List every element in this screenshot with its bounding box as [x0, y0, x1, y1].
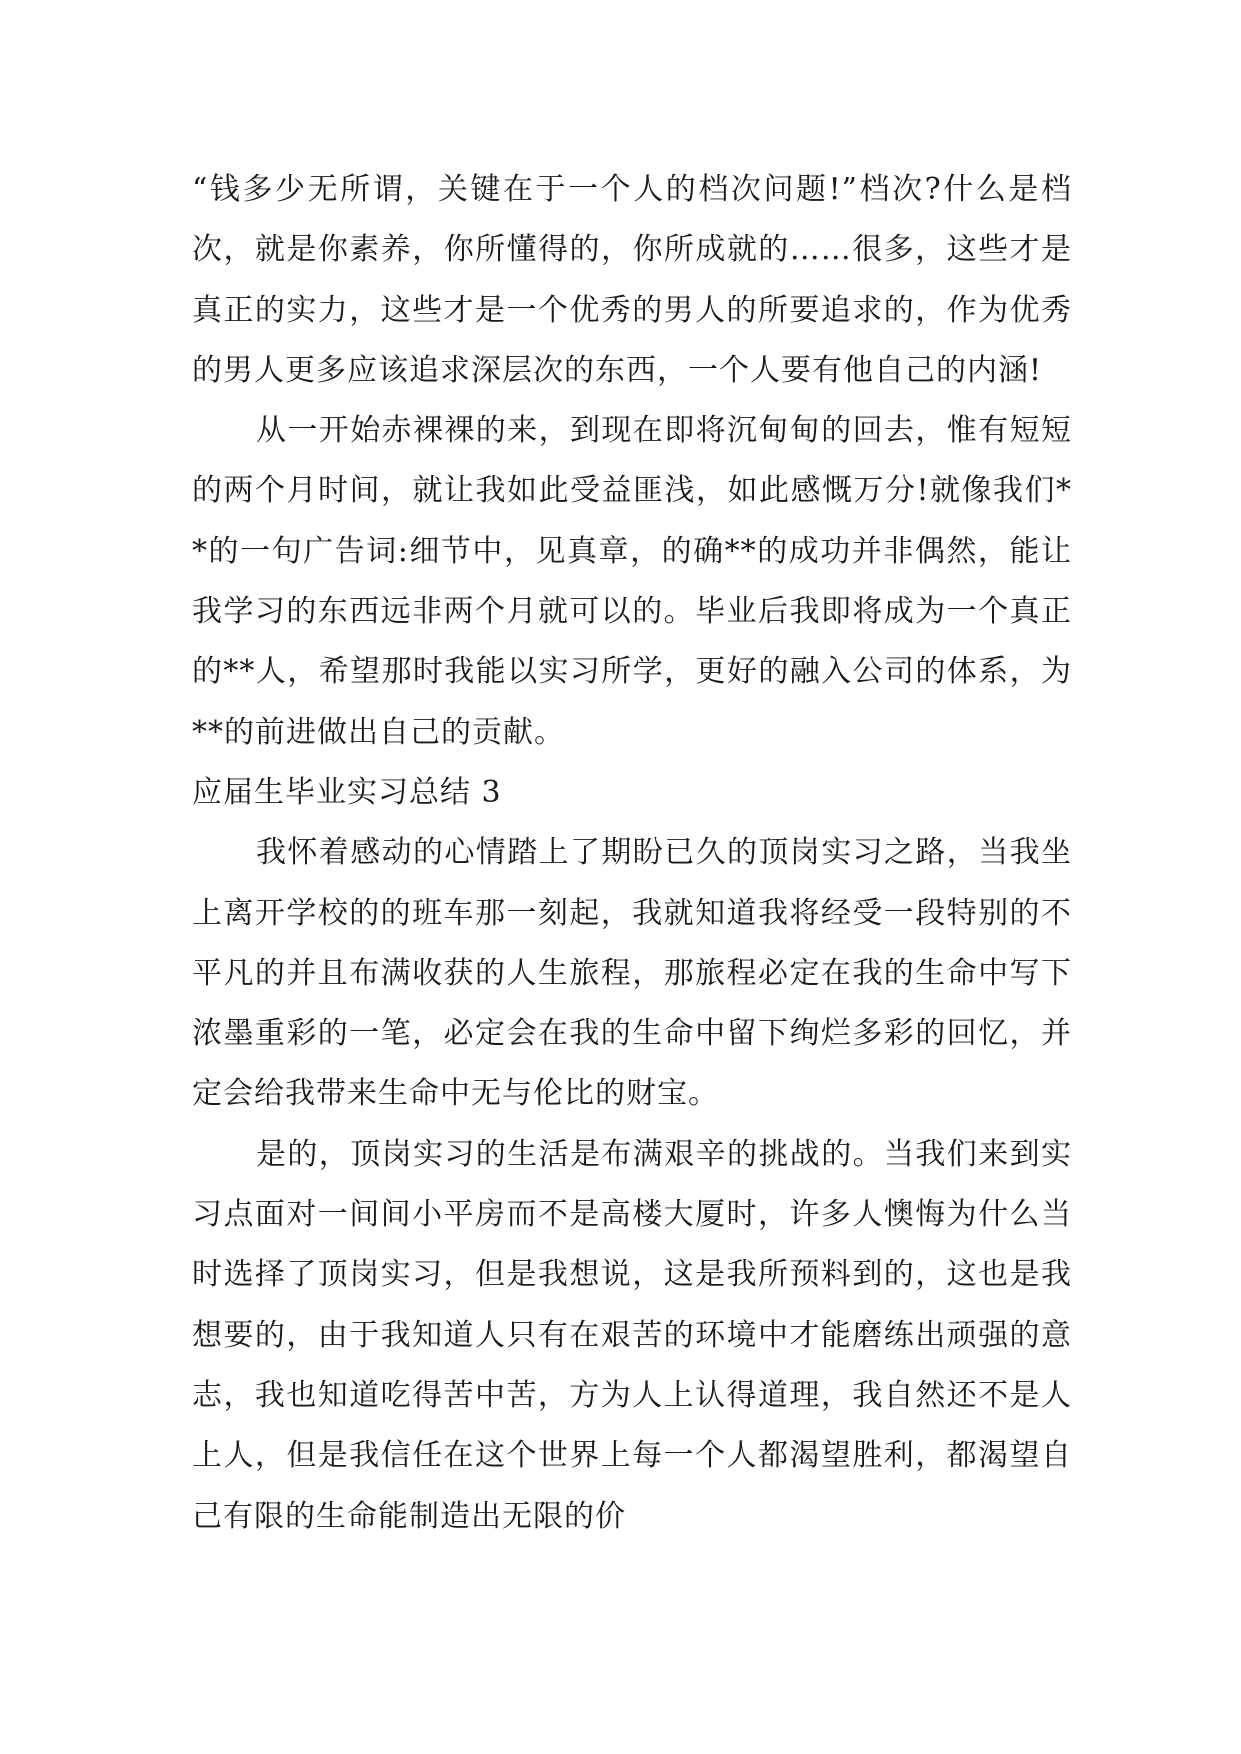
paragraph-4: 是的，顶岗实习的生活是布满艰辛的挑战的。当我们来到实习点面对一间间小平房而不是高楼大厦时，许多人懊悔为什么当时选择了顶岗实习，但是我想说，这是我所预料到的，这也是我想要的，由于我知道人只有在艰苦的环境中才能磨练出顽强的意志，我也知道吃得苦中苦，方为人上认得道理，我自然还不是人上人，但是我信任在这个世界上每一个人都渴望胜利，都渴望自己有限的生命能制造出无限的价: [192, 1136, 1072, 1534]
paragraph-2: 从一开始赤裸裸的来，到现在即将沉甸甸的回去，惟有短短的两个月时间，就让我如此受益匪浅，如此感慨万分!就像我们**的一句广告词:细节中，见真章，的确**的成功并非偶然，能让我学习的东西远非两个月就可以的。毕业后我即将成为一个真正的**人，希望那时我能以实习所学，更好的融入公司的体系，为**的前进做出自己的贡献。: [192, 413, 1072, 750]
section-heading: 应届生毕业实习总结 3: [192, 774, 502, 810]
paragraph-1: “钱多少无所谓，关键在于一个人的档次问题!”档次?什么是档次，就是你素养，你所懂得的，你所成就的……很多，这些才是真正的实力，这些才是一个优秀的男人的所要追求的，作为优秀的男人更多应该追求深层次的东西，一个人要有他自己的内涵!: [192, 172, 1072, 388]
paragraph-3: 我怀着感动的心情踏上了期盼已久的顶岗实习之路，当我坐上离开学校的的班车那一刻起，我就知道我将经受一段特别的不平凡的并且布满收获的人生旅程，那旅程必定在我的生命中写下浓墨重彩的一笔，必定会在我的生命中留下绚烂多彩的回忆，并定会给我带来生命中无与伦比的财宝。: [192, 835, 1072, 1112]
document-body: [192, 160, 1072, 1547]
